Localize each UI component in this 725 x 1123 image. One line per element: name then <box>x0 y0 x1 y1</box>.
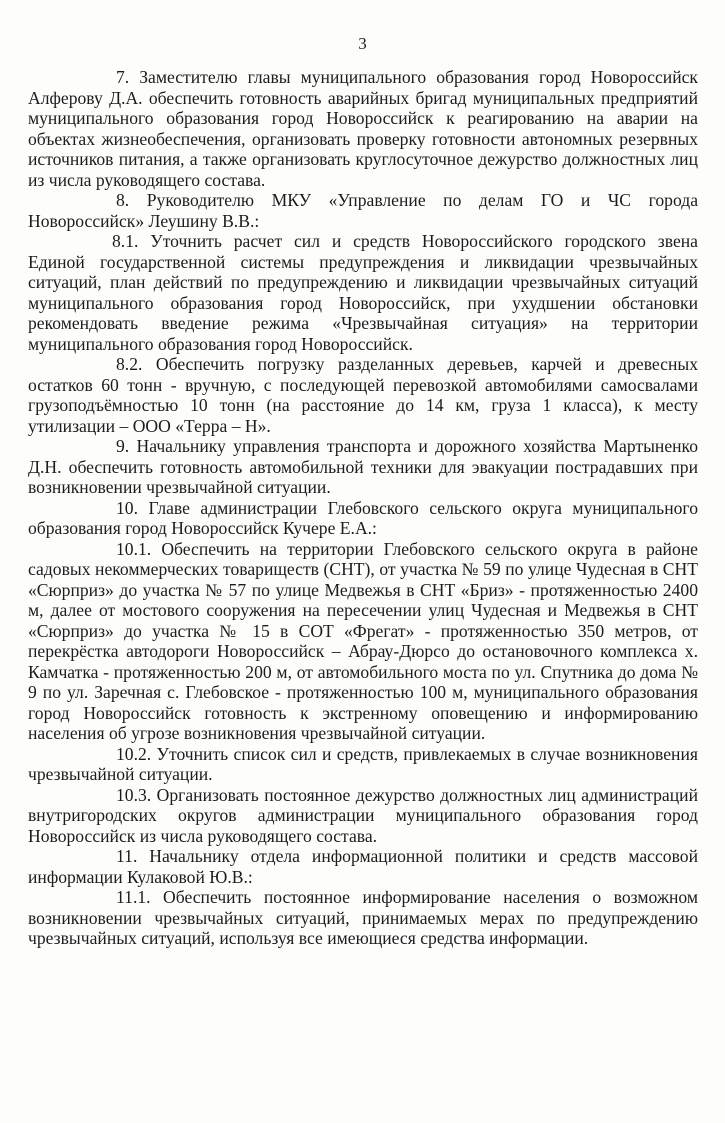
paragraph-10-3: 10.3. Организовать постоянное дежурство должностных лиц администраций внутригородских округов администрации муниципального образования город Новороссийск из числа руководящего состава. <box>28 784 698 846</box>
page-number: 3 <box>358 34 367 53</box>
paragraph-8: 8. Руководителю МКУ «Управление по делам ГО и ЧС города Новороссийск» Леушину В.В.: <box>28 190 698 231</box>
paragraph-10-1: 10.1. Обеспечить на территории Глебовского сельского округа в районе садовых некоммерческих товариществ (СНТ), от участка № 59 по улице Чудесная в СНТ «Сюрприз» до участка № 57 по улице Медвежья в СНТ «Бриз» - протяженностью 2400 м, далее от мостового сооружения на пересечении улиц Чудесная и Медвежья в СНТ «Сюрприз» до участка № 15 в СОТ «Фрегат» - протяженностью 350 метров, от перекрёстка автодороги Новороссийск – Абрау-Дюрсо до остановочного комплекса х. Камчатка - протяженностью 200 м, от автомобильного моста по ул. Спутника до дома № 9 по ул. Заречная с. Глебовское - протяженностью 100 м, муниципального образования город Новороссийск готовность к экстренному оповещению и информированию населения об угрозе возникновения чрезвычайной ситуации. <box>28 538 698 743</box>
paragraph-10: 10. Главе администрации Глебовского сельского округа муниципального образования город Новороссийск Кучере Е.А.: <box>28 497 698 538</box>
paragraph-9: 9. Начальнику управления транспорта и дорожного хозяйства Мартыненко Д.Н. обеспечить готовность автомобильной техники для эвакуации пострадавших при возникновении чрезвычайной ситуации. <box>28 436 698 497</box>
paragraph-8-2: 8.2. Обеспечить погрузку разделанных деревьев, карчей и древесных остатков 60 тонн - вручную, с последующей перевозкой автомобилями самосвалами грузоподъёмностью 10 тонн (на расстояние до 14 км, груза 1 класса), к месту утилизации – ООО «Терра – Н». <box>28 354 698 436</box>
paragraph-10-2: 10.2. Уточнить список сил и средств, привлекаемых в случае возникновения чрезвычайной ситуации. <box>28 743 698 784</box>
paragraph-7: 7. Заместителю главы муниципального образования город Новороссийск Алферову Д.А. обеспечить готовность аварийных бригад муниципальных предприятий муниципального образования город Новороссийск к реагированию на аварии на объектах жизнеобеспечения, организовать проверку готовности автономных резервных источников питания, а также организовать круглосуточное дежурство должностных лиц из числа руководящего состава. <box>28 67 698 190</box>
paragraph-11: 11. Начальнику отдела информационной политики и средств массовой информации Кулаковой Ю.В.: <box>28 846 698 887</box>
paragraph-11-1: 11.1. Обеспечить постоянное информирование населения о возможном возникновении чрезвычайных ситуаций, принимаемых мерах по предупреждению чрезвычайных ситуаций, используя все имеющиеся средства информации. <box>28 887 698 948</box>
document-body <box>28 67 698 949</box>
paragraph-8-1: 8.1. Уточнить расчет сил и средств Новороссийского городского звена Единой государственной системы предупреждения и ликвидации чрезвычайных ситуаций, план действий по предупреждению и ликвидации чрезвычайных ситуаций муниципального образования город Новороссийск, при ухудшении обстановки рекомендовать введение режима «Чрезвычайная ситуация» на территории муниципального образования город Новороссийск. <box>28 231 698 354</box>
